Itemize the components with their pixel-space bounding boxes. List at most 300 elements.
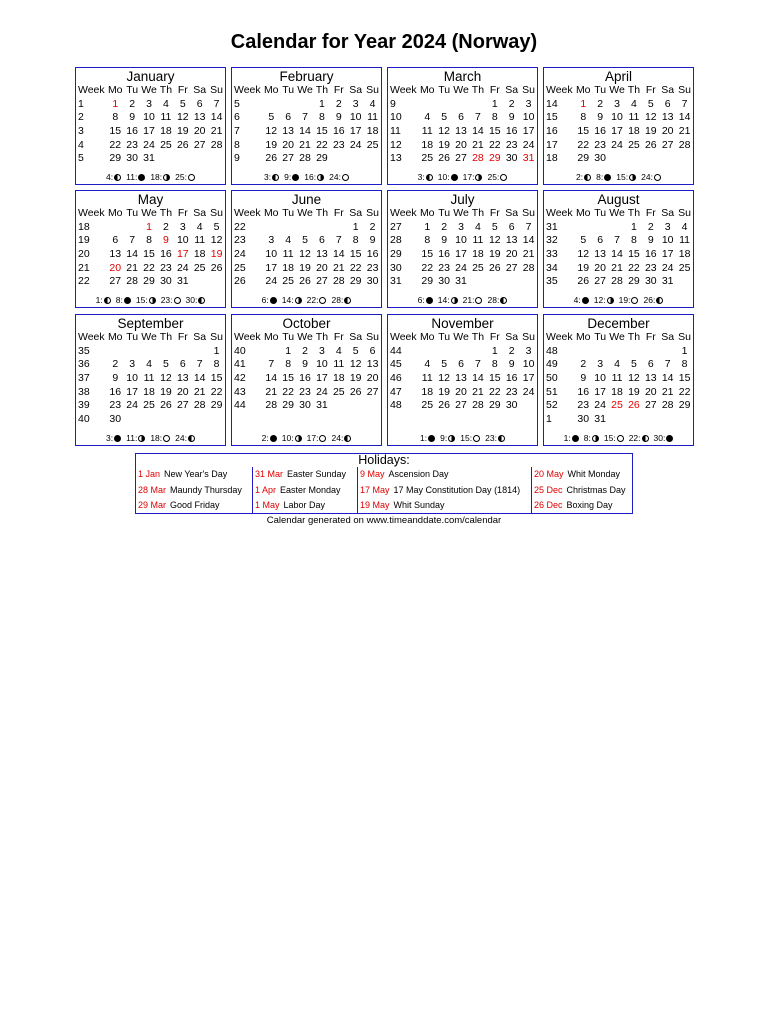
day-cell[interactable]: 23 [366, 261, 379, 274]
day-cell[interactable]: 29 [577, 152, 590, 165]
day-cell[interactable]: 2 [441, 220, 448, 233]
day-cell[interactable]: 3 [318, 344, 325, 357]
day-cell[interactable]: 7 [525, 220, 532, 233]
day-cell[interactable]: 23 [109, 399, 122, 412]
day-cell[interactable]: 5 [491, 220, 498, 233]
day-cell[interactable]: 23 [594, 138, 606, 151]
day-cell[interactable] [575, 345, 592, 359]
day-cell[interactable]: 22 [488, 138, 501, 151]
day-cell[interactable]: 5 [162, 358, 169, 371]
day-cell[interactable]: 2 [162, 220, 169, 233]
day-cell[interactable] [453, 345, 470, 359]
day-cell[interactable]: 17 [455, 248, 467, 261]
day-cell[interactable]: 12 [438, 125, 450, 138]
day-cell[interactable]: 8 [352, 234, 359, 247]
day-cell[interactable] [157, 152, 174, 166]
day-cell[interactable] [642, 413, 659, 427]
day-cell[interactable]: 11 [194, 234, 206, 247]
day-cell[interactable]: 22 [678, 385, 691, 398]
day-cell[interactable]: 7 [213, 97, 220, 110]
day-cell[interactable]: 19 [265, 138, 278, 151]
day-cell[interactable]: 4 [162, 97, 169, 110]
day-cell[interactable]: 5 [352, 344, 359, 357]
day-cell[interactable]: 6 [458, 358, 464, 371]
day-cell[interactable]: 30 [505, 152, 518, 165]
day-cell[interactable]: 27 [109, 275, 122, 288]
day-cell[interactable]: 25 [472, 261, 484, 274]
day-cell[interactable] [191, 345, 208, 359]
day-cell[interactable]: 1 [318, 97, 325, 110]
day-cell[interactable]: 25 [143, 399, 155, 412]
day-cell[interactable]: 11 [611, 372, 623, 385]
day-cell[interactable]: 15 [488, 125, 501, 138]
day-cell[interactable]: 7 [335, 234, 342, 247]
day-cell[interactable]: 22 [316, 138, 328, 151]
day-cell[interactable]: 24 [349, 138, 362, 151]
day-cell[interactable]: 7 [268, 358, 275, 371]
day-cell[interactable]: 15 [210, 372, 223, 385]
day-cell[interactable]: 18 [611, 385, 623, 398]
day-cell[interactable]: 13 [505, 234, 518, 247]
day-cell[interactable]: 26 [628, 399, 640, 412]
day-cell[interactable] [469, 98, 486, 112]
day-cell[interactable] [659, 345, 676, 359]
day-cell[interactable]: 26 [176, 138, 189, 151]
day-cell[interactable]: 2 [580, 358, 587, 371]
day-cell[interactable]: 12 [488, 234, 501, 247]
day-cell[interactable]: 27 [455, 152, 467, 165]
day-cell[interactable]: 31 [522, 152, 535, 165]
day-cell[interactable]: 25 [421, 152, 434, 165]
day-cell[interactable]: 28 [210, 138, 223, 151]
day-cell[interactable]: 11 [421, 125, 433, 138]
day-cell[interactable]: 15 [628, 248, 640, 261]
day-cell[interactable]: 16 [577, 385, 590, 398]
day-cell[interactable]: 5 [179, 97, 186, 110]
day-cell[interactable]: 8 [112, 111, 119, 124]
day-cell[interactable]: 1 [630, 220, 637, 233]
day-cell[interactable]: 17 [126, 385, 138, 398]
day-cell[interactable]: 17 [594, 385, 606, 398]
day-cell[interactable] [107, 345, 124, 359]
day-cell[interactable]: 5 [302, 234, 308, 247]
day-cell[interactable]: 7 [664, 358, 671, 371]
day-cell[interactable]: 18 [143, 385, 155, 398]
day-cell[interactable]: 20 [109, 261, 122, 274]
day-cell[interactable]: 19 [176, 125, 189, 138]
day-cell[interactable]: 23 [160, 261, 172, 274]
day-cell[interactable]: 13 [282, 125, 294, 138]
day-cell[interactable]: 19 [644, 125, 657, 138]
day-cell[interactable]: 25 [282, 275, 294, 288]
day-cell[interactable]: 14 [472, 125, 484, 138]
day-cell[interactable]: 11 [421, 372, 433, 385]
day-cell[interactable]: 8 [424, 234, 431, 247]
day-cell[interactable] [436, 345, 453, 359]
day-cell[interactable]: 26 [160, 399, 172, 412]
day-cell[interactable]: 15 [316, 125, 328, 138]
day-cell[interactable] [107, 221, 124, 235]
day-cell[interactable]: 18 [332, 372, 345, 385]
day-cell[interactable]: 24 [661, 261, 674, 274]
day-cell[interactable]: 4 [681, 220, 688, 233]
day-cell[interactable]: 14 [193, 372, 206, 385]
day-cell[interactable]: 16 [160, 248, 172, 261]
day-cell[interactable]: 27 [455, 399, 467, 412]
day-cell[interactable] [592, 345, 609, 359]
day-cell[interactable] [609, 152, 626, 166]
day-cell[interactable] [208, 413, 225, 427]
day-cell[interactable]: 18 [472, 248, 484, 261]
day-cell[interactable] [625, 413, 642, 427]
day-cell[interactable]: 22 [210, 385, 223, 398]
day-cell[interactable]: 4 [335, 344, 342, 357]
day-cell[interactable]: 8 [491, 358, 498, 371]
day-cell[interactable]: 25 [366, 138, 379, 151]
day-cell[interactable]: 6 [318, 234, 325, 247]
day-cell[interactable]: 19 [210, 248, 223, 261]
day-cell[interactable]: 7 [614, 234, 620, 247]
day-cell[interactable]: 6 [647, 358, 654, 371]
day-cell[interactable] [676, 275, 693, 289]
day-cell[interactable]: 3 [268, 234, 275, 247]
day-cell[interactable]: 15 [421, 248, 434, 261]
day-cell[interactable]: 15 [282, 372, 294, 385]
day-cell[interactable]: 25 [421, 399, 434, 412]
day-cell[interactable] [419, 98, 436, 112]
day-cell[interactable]: 29 [678, 399, 691, 412]
day-cell[interactable]: 7 [681, 97, 688, 110]
day-cell[interactable]: 18 [628, 125, 640, 138]
day-cell[interactable]: 6 [597, 234, 604, 247]
day-cell[interactable]: 1 [146, 220, 152, 233]
day-cell[interactable]: 3 [664, 220, 671, 233]
day-cell[interactable] [503, 275, 520, 289]
day-cell[interactable]: 1 [681, 344, 688, 357]
day-cell[interactable]: 21 [265, 385, 278, 398]
day-cell[interactable]: 1 [491, 97, 498, 110]
day-cell[interactable]: 17 [265, 261, 278, 274]
day-cell[interactable]: 17 [316, 372, 328, 385]
day-cell[interactable] [659, 152, 676, 166]
day-cell[interactable]: 8 [213, 358, 220, 371]
day-cell[interactable]: 12 [210, 234, 223, 247]
day-cell[interactable]: 18 [193, 248, 206, 261]
day-cell[interactable]: 4 [474, 220, 481, 233]
day-cell[interactable]: 9 [647, 234, 654, 247]
day-cell[interactable]: 10 [316, 358, 328, 371]
day-cell[interactable]: 2 [647, 220, 654, 233]
day-cell[interactable]: 27 [505, 261, 518, 274]
day-cell[interactable]: 30 [505, 399, 518, 412]
day-cell[interactable]: 30 [299, 399, 311, 412]
day-cell[interactable]: 22 [109, 138, 122, 151]
day-cell[interactable]: 21 [299, 138, 311, 151]
day-cell[interactable]: 20 [594, 261, 606, 274]
day-cell[interactable]: 11 [143, 372, 155, 385]
day-cell[interactable]: 18 [678, 248, 691, 261]
day-cell[interactable] [364, 399, 381, 413]
day-cell[interactable]: 10 [522, 358, 535, 371]
day-cell[interactable]: 7 [129, 234, 136, 247]
day-cell[interactable]: 21 [472, 385, 484, 398]
day-cell[interactable]: 11 [367, 111, 379, 124]
day-cell[interactable]: 6 [285, 111, 292, 124]
day-cell[interactable]: 16 [332, 125, 345, 138]
day-cell[interactable]: 7 [474, 358, 481, 371]
day-cell[interactable]: 5 [213, 220, 220, 233]
day-cell[interactable] [297, 98, 314, 112]
day-cell[interactable]: 20 [176, 385, 189, 398]
day-cell[interactable]: 9 [129, 111, 136, 124]
day-cell[interactable]: 28 [472, 399, 484, 412]
day-cell[interactable]: 16 [594, 125, 606, 138]
day-cell[interactable]: 17 [522, 125, 535, 138]
day-cell[interactable]: 8 [318, 111, 325, 124]
day-cell[interactable] [191, 152, 208, 166]
day-cell[interactable]: 17 [522, 372, 535, 385]
day-cell[interactable] [191, 275, 208, 289]
day-cell[interactable]: 30 [126, 152, 138, 165]
day-cell[interactable]: 23 [644, 261, 657, 274]
day-cell[interactable]: 29 [109, 152, 122, 165]
day-cell[interactable]: 21 [661, 385, 674, 398]
day-cell[interactable]: 27 [176, 399, 189, 412]
day-cell[interactable] [642, 152, 659, 166]
day-cell[interactable] [575, 221, 592, 235]
day-cell[interactable] [157, 345, 174, 359]
day-cell[interactable]: 7 [474, 111, 481, 124]
day-cell[interactable]: 1 [213, 344, 220, 357]
day-cell[interactable]: 11 [472, 234, 484, 247]
day-cell[interactable]: 16 [505, 372, 518, 385]
day-cell[interactable]: 10 [349, 111, 362, 124]
day-cell[interactable]: 28 [193, 399, 206, 412]
day-cell[interactable]: 3 [525, 344, 532, 357]
day-cell[interactable]: 22 [628, 261, 640, 274]
day-cell[interactable]: 29 [349, 275, 362, 288]
day-cell[interactable]: 16 [644, 248, 657, 261]
day-cell[interactable]: 20 [505, 248, 518, 261]
day-cell[interactable]: 28 [661, 399, 674, 412]
day-cell[interactable]: 9 [508, 358, 515, 371]
day-cell[interactable]: 30 [577, 413, 590, 426]
day-cell[interactable] [642, 345, 659, 359]
day-cell[interactable]: 15 [143, 248, 155, 261]
day-cell[interactable]: 18 [160, 125, 172, 138]
day-cell[interactable]: 9 [302, 358, 308, 371]
day-cell[interactable] [124, 413, 141, 427]
day-cell[interactable]: 23 [505, 385, 518, 398]
day-cell[interactable]: 5 [647, 97, 654, 110]
day-cell[interactable]: 21 [193, 385, 206, 398]
day-cell[interactable]: 26 [438, 152, 450, 165]
day-cell[interactable]: 20 [316, 261, 328, 274]
day-cell[interactable]: 28 [611, 275, 623, 288]
day-cell[interactable]: 12 [176, 111, 189, 124]
day-cell[interactable] [609, 221, 626, 235]
day-cell[interactable]: 20 [366, 372, 379, 385]
day-cell[interactable]: 29 [143, 275, 155, 288]
day-cell[interactable]: 11 [160, 111, 172, 124]
day-cell[interactable]: 5 [441, 358, 448, 371]
day-cell[interactable]: 6 [458, 111, 464, 124]
day-cell[interactable]: 4 [196, 220, 203, 233]
day-cell[interactable]: 20 [661, 125, 674, 138]
day-cell[interactable]: 4 [285, 234, 292, 247]
day-cell[interactable]: 16 [126, 125, 138, 138]
day-cell[interactable]: 24 [265, 275, 278, 288]
day-cell[interactable]: 19 [628, 385, 640, 398]
day-cell[interactable]: 26 [438, 399, 450, 412]
day-cell[interactable]: 19 [438, 385, 450, 398]
day-cell[interactable]: 8 [146, 234, 152, 247]
day-cell[interactable]: 31 [176, 275, 189, 288]
day-cell[interactable]: 10 [455, 234, 467, 247]
day-cell[interactable]: 14 [678, 111, 691, 124]
day-cell[interactable] [436, 98, 453, 112]
day-cell[interactable]: 3 [179, 220, 186, 233]
day-cell[interactable]: 12 [628, 372, 640, 385]
day-cell[interactable]: 14 [126, 248, 138, 261]
day-cell[interactable]: 16 [299, 372, 311, 385]
day-cell[interactable]: 3 [146, 97, 152, 110]
day-cell[interactable]: 2 [112, 358, 119, 371]
day-cell[interactable]: 14 [299, 125, 311, 138]
day-cell[interactable]: 25 [160, 138, 172, 151]
day-cell[interactable]: 23 [332, 138, 345, 151]
day-cell[interactable]: 10 [661, 234, 674, 247]
day-cell[interactable]: 28 [678, 138, 691, 151]
day-cell[interactable]: 4 [369, 97, 376, 110]
day-cell[interactable]: 11 [282, 248, 294, 261]
day-cell[interactable] [330, 399, 347, 413]
day-cell[interactable]: 23 [577, 399, 590, 412]
day-cell[interactable] [592, 221, 609, 235]
day-cell[interactable]: 24 [316, 385, 328, 398]
day-cell[interactable]: 12 [349, 358, 362, 371]
day-cell[interactable] [469, 345, 486, 359]
day-cell[interactable]: 10 [265, 248, 278, 261]
day-cell[interactable]: 24 [594, 399, 606, 412]
day-cell[interactable]: 31 [594, 413, 606, 426]
day-cell[interactable]: 20 [455, 138, 467, 151]
day-cell[interactable]: 31 [316, 399, 328, 412]
day-cell[interactable]: 17 [143, 125, 155, 138]
day-cell[interactable]: 3 [352, 97, 359, 110]
day-cell[interactable]: 12 [438, 372, 450, 385]
day-cell[interactable]: 30 [366, 275, 379, 288]
day-cell[interactable]: 24 [611, 138, 623, 151]
day-cell[interactable]: 25 [332, 385, 345, 398]
day-cell[interactable]: 26 [265, 152, 278, 165]
day-cell[interactable]: 21 [678, 125, 691, 138]
day-cell[interactable]: 13 [366, 358, 379, 371]
day-cell[interactable]: 21 [522, 248, 535, 261]
day-cell[interactable]: 22 [488, 385, 501, 398]
day-cell[interactable]: 26 [577, 275, 590, 288]
day-cell[interactable]: 24 [176, 261, 189, 274]
day-cell[interactable] [208, 152, 225, 166]
day-cell[interactable]: 18 [366, 125, 379, 138]
day-cell[interactable]: 30 [644, 275, 657, 288]
day-cell[interactable]: 22 [577, 138, 590, 151]
day-cell[interactable]: 10 [611, 111, 623, 124]
day-cell[interactable]: 19 [438, 138, 450, 151]
day-cell[interactable]: 6 [508, 220, 515, 233]
day-cell[interactable] [609, 345, 626, 359]
day-cell[interactable]: 16 [438, 248, 450, 261]
day-cell[interactable]: 14 [472, 372, 484, 385]
day-cell[interactable]: 29 [488, 152, 501, 165]
day-cell[interactable]: 22 [349, 261, 362, 274]
day-cell[interactable] [157, 413, 174, 427]
day-cell[interactable]: 15 [577, 125, 590, 138]
day-cell[interactable]: 11 [679, 234, 691, 247]
day-cell[interactable]: 13 [316, 248, 328, 261]
day-cell[interactable]: 31 [455, 275, 467, 288]
day-cell[interactable]: 2 [597, 97, 604, 110]
day-cell[interactable]: 1 [424, 220, 431, 233]
day-cell[interactable]: 20 [644, 385, 657, 398]
day-cell[interactable]: 24 [126, 399, 138, 412]
day-cell[interactable]: 27 [661, 138, 674, 151]
day-cell[interactable]: 4 [630, 97, 637, 110]
day-cell[interactable] [124, 221, 141, 235]
day-cell[interactable]: 30 [109, 413, 122, 426]
day-cell[interactable]: 14 [661, 372, 674, 385]
day-cell[interactable]: 23 [299, 385, 311, 398]
day-cell[interactable] [676, 413, 693, 427]
day-cell[interactable]: 5 [441, 111, 448, 124]
day-cell[interactable]: 8 [580, 111, 587, 124]
day-cell[interactable]: 13 [455, 125, 467, 138]
day-cell[interactable]: 14 [522, 234, 535, 247]
day-cell[interactable] [625, 152, 642, 166]
day-cell[interactable]: 27 [193, 138, 206, 151]
day-cell[interactable]: 24 [143, 138, 155, 151]
day-cell[interactable]: 25 [628, 138, 640, 151]
day-cell[interactable]: 21 [611, 261, 623, 274]
day-cell[interactable]: 14 [332, 248, 345, 261]
day-cell[interactable]: 13 [109, 248, 122, 261]
day-cell[interactable]: 26 [644, 138, 657, 151]
day-cell[interactable]: 21 [472, 138, 484, 151]
day-cell[interactable] [347, 152, 364, 166]
day-cell[interactable]: 3 [525, 97, 532, 110]
day-cell[interactable]: 4 [614, 358, 620, 371]
day-cell[interactable]: 27 [644, 399, 657, 412]
day-cell[interactable] [520, 399, 537, 413]
day-cell[interactable]: 3 [597, 358, 604, 371]
day-cell[interactable]: 26 [299, 275, 311, 288]
day-cell[interactable]: 3 [614, 97, 620, 110]
day-cell[interactable]: 21 [332, 261, 345, 274]
day-cell[interactable]: 2 [335, 97, 342, 110]
day-cell[interactable] [676, 152, 693, 166]
day-cell[interactable]: 9 [441, 234, 448, 247]
day-cell[interactable]: 2 [369, 220, 376, 233]
day-cell[interactable]: 3 [129, 358, 136, 371]
day-cell[interactable]: 12 [160, 372, 172, 385]
day-cell[interactable]: 31 [143, 152, 155, 165]
day-cell[interactable]: 28 [522, 261, 535, 274]
day-cell[interactable]: 9 [112, 372, 119, 385]
day-cell[interactable]: 31 [661, 275, 674, 288]
day-cell[interactable]: 20 [455, 385, 467, 398]
day-cell[interactable] [609, 413, 626, 427]
day-cell[interactable]: 22 [421, 261, 434, 274]
